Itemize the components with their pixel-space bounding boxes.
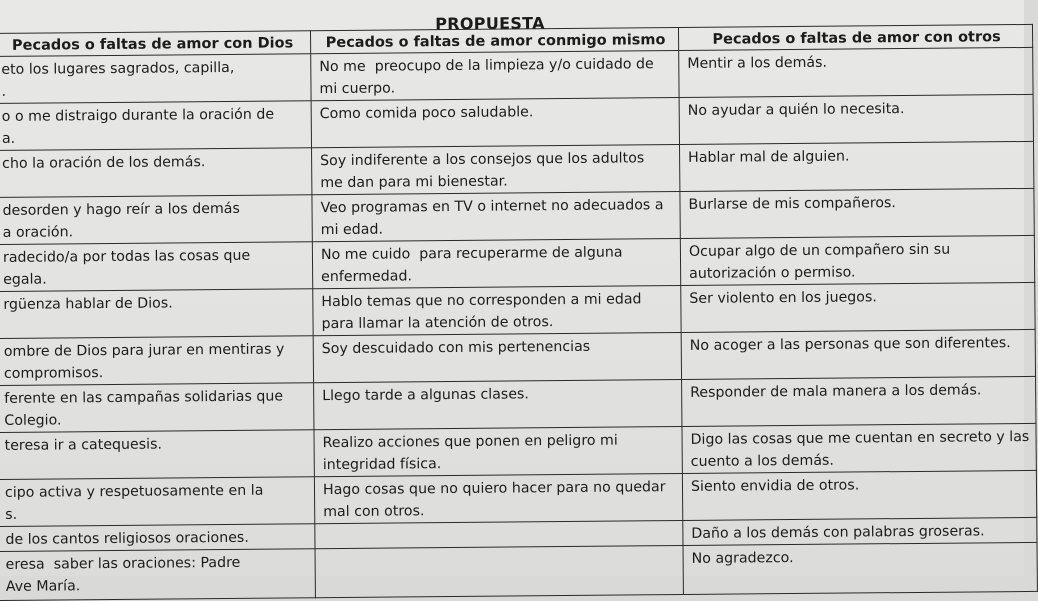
sins-table <box>0 24 1038 601</box>
cell-god: ferente en las campañas solidarias que Colegio. <box>0 383 314 433</box>
cell-others: Digo las cosas que me cuentan en secreto y las cuento a los demás. <box>682 423 1036 473</box>
cell-god: rgüenza hablar de Dios. <box>0 289 313 339</box>
cell-others: No agradezco. <box>683 542 1037 594</box>
cell-self: Hablo temas que no corresponden a mi edad para llamar la atención de otros. <box>313 285 681 335</box>
cell-god: desorden y hago reír a los demás a oración. <box>0 195 312 245</box>
page-title: PROPUESTA <box>435 13 545 34</box>
cell-self: No me preocupo de la limpieza y/o cuidado de mi cuerpo. <box>311 51 679 101</box>
cell-god: eto los lugares sagrados, capilla, . <box>0 54 311 104</box>
cell-self: Hago cosas que no quiero hacer para no quedar mal con otros. <box>314 473 682 523</box>
cell-others: Daño a los demás con palabras groseras. <box>683 517 1037 545</box>
cell-others: Hablar mal de alguien. <box>679 141 1033 191</box>
cell-god: de los cantos religiosos oraciones. <box>0 524 315 552</box>
cell-self: Como comida poco saludable. <box>311 98 679 148</box>
cell-god: o o me distraigo durante la oración de a. <box>0 101 312 151</box>
cell-others: Responder de mala manera a los demás. <box>682 376 1036 426</box>
cell-others: Ser violento en los juegos. <box>681 282 1035 332</box>
cell-self: Realizo acciones que ponen en peligro mi integridad física. <box>314 426 682 476</box>
cell-self: Soy descuidado con mis pertenencias <box>313 332 681 382</box>
table-row <box>0 542 1037 600</box>
cell-others: Mentir a los demás. <box>679 47 1033 97</box>
cell-self: Soy indiferente a los consejos que los adultos me dan para mi bienestar. <box>312 145 680 195</box>
cell-others: Ocupar algo de un compañero sin su autorización o permiso. <box>680 235 1034 285</box>
cell-god: eresa saber las oraciones: Padre Ave María. <box>0 549 315 601</box>
cell-self: No me cuido para recuperarme de alguna enfermedad. <box>312 239 680 289</box>
cell-others: No acoger a las personas que son diferentes. <box>681 329 1035 379</box>
cell-others: No ayudar a quién lo necesita. <box>679 94 1033 144</box>
cell-god: cho la oración de los demás. <box>0 148 312 198</box>
header-god: Pecados o faltas de amor con Dios <box>0 31 311 57</box>
cell-god: ombre de Dios para jurar en mentiras y compromisos. <box>0 336 314 386</box>
cell-god: radecido/a por todas las cosas que egala. <box>0 242 313 292</box>
header-self: Pecados o faltas de amor conmigo mismo <box>310 28 678 54</box>
cell-god: cipo activa y respetuosamente en la s. <box>0 477 315 527</box>
cell-self <box>315 545 683 597</box>
header-others: Pecados o faltas de amor con otros <box>678 24 1032 50</box>
cell-god: teresa ir a catequesis. <box>0 430 314 480</box>
cell-self <box>315 520 683 548</box>
cell-others: Siento envidia de otros. <box>682 470 1036 520</box>
cell-self: Llego tarde a algunas clases. <box>314 379 682 429</box>
cell-self: Veo programas en TV o internet no adecuados a mi edad. <box>312 192 680 242</box>
cell-others: Burlarse de mis compañeros. <box>680 188 1034 238</box>
